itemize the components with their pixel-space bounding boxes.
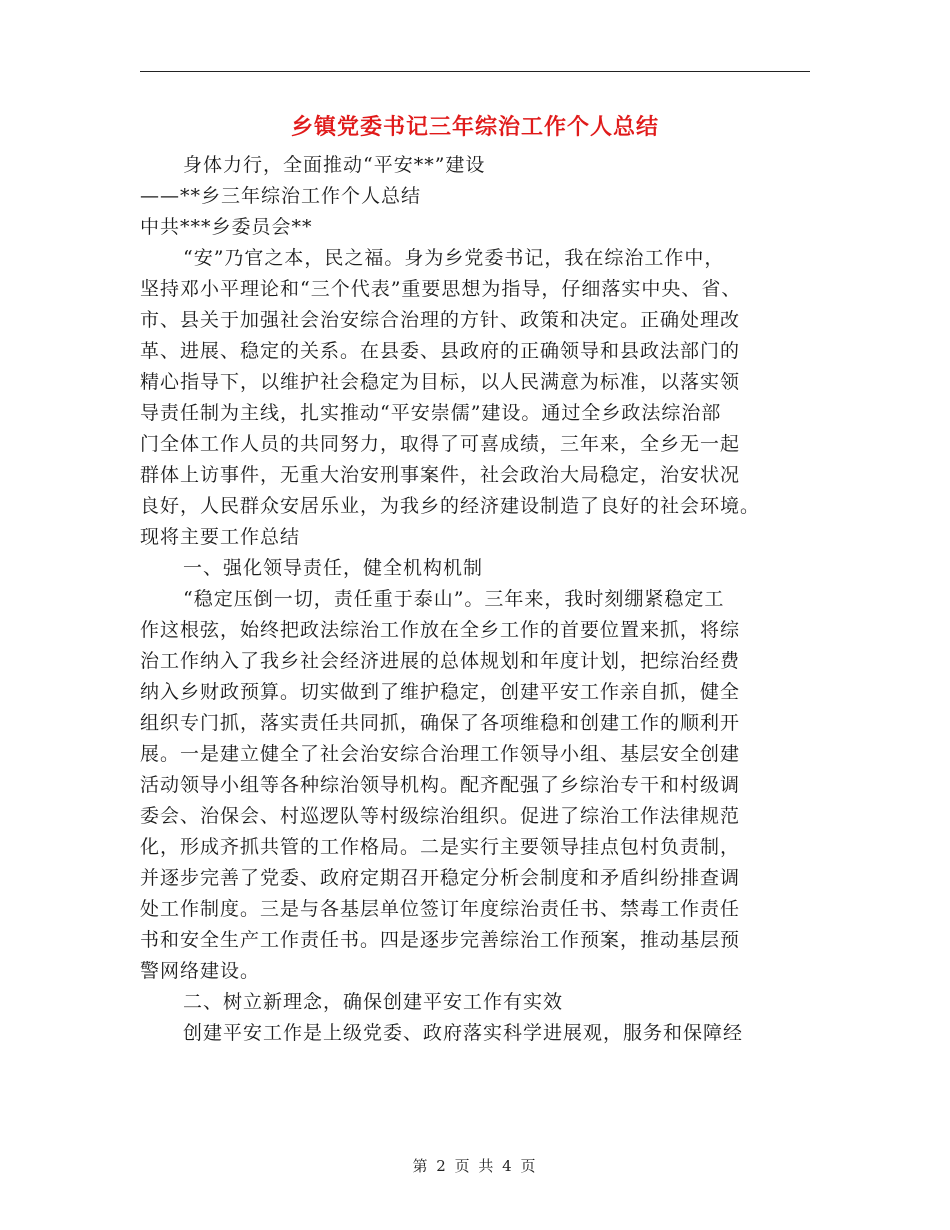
body-line: 化，形成齐抓共管的工作格局。二是实行主要领导挂点包村负责制， — [140, 836, 741, 858]
body-line: 警网络建设。 — [140, 960, 261, 982]
body-line: 革、进展、稳定的关系。在县委、县政府的正确领导和县政法部门的 — [140, 340, 741, 362]
body-line: 现将主要工作总结 — [140, 526, 301, 548]
body-line: 精心指导下，以维护社会稳定为目标，以人民满意为标准，以落实领 — [140, 371, 741, 393]
body-line: “稳定压倒一切，责任重于泰山”。三年来，我时刻绷紧稳定工 — [183, 588, 725, 610]
body-line: 身体力行，全面推动“平安**”建设 — [183, 154, 486, 176]
section-heading: 二、树立新理念，确保创建平安工作有实效 — [183, 991, 564, 1013]
body-line: 门全体工作人员的共同努力，取得了可喜成绩，三年来，全乡无一起 — [140, 433, 741, 455]
body-line: 组织专门抓，落实责任共同抓，确保了各项维稳和创建工作的顺利开 — [140, 712, 741, 734]
body-line: 治工作纳入了我乡社会经济进展的总体规划和年度计划，把综治经费 — [140, 650, 741, 672]
body-line: 委会、治保会、村巡逻队等村级综治组织。促进了综治工作法律规范 — [140, 805, 741, 827]
body-line: 中共***乡委员会** — [140, 216, 313, 238]
body-line: 活动领导小组等各种综治领导机构。配齐配强了乡综治专干和村级调 — [140, 774, 741, 796]
section-heading: 一、强化领导责任，健全机构机制 — [183, 557, 484, 579]
body-line: 良好，人民群众安居乐业，为我乡的经济建设制造了良好的社会环境。 — [140, 495, 761, 517]
body-line: “安”乃官之本，民之福。身为乡党委书记，我在综治工作中， — [183, 247, 725, 269]
document-body — [140, 150, 810, 1049]
body-line: 市、县关于加强社会治安综合治理的方针、政策和决定。正确处理改 — [140, 309, 741, 331]
document-title: 乡镇党委书记三年综治工作个人总结 — [290, 114, 659, 140]
body-line: 展。一是建立健全了社会治安综合治理工作领导小组、基层安全创建 — [140, 743, 741, 765]
body-line: ——**乡三年综治工作个人总结 — [140, 185, 422, 207]
body-line: 书和安全生产工作责任书。四是逐步完善综治工作预案，推动基层预 — [140, 929, 741, 951]
body-line: 作这根弦，始终把政法综治工作放在全乡工作的首要位置来抓，将综 — [140, 619, 741, 641]
header-rule — [140, 71, 810, 72]
body-line: 处工作制度。三是与各基层单位签订年度综治责任书、禁毒工作责任 — [140, 898, 741, 920]
body-line: 坚持邓小平理论和“三个代表”重要思想为指导，仔细落实中央、省、 — [140, 278, 742, 300]
body-line: 导责任制为主线，扎实推动“平安崇儒”建设。通过全乡政法综治部 — [140, 402, 722, 424]
body-line: 并逐步完善了党委、政府定期召开稳定分析会制度和矛盾纠纷排查调 — [140, 867, 741, 889]
body-line: 群体上访事件，无重大治安刑事案件，社会政治大局稳定，治安状况 — [140, 464, 741, 486]
body-line: 创建平安工作是上级党委、政府落实科学进展观，服务和保障经 — [183, 1022, 744, 1044]
page-footer: 第 2 页 共 4 页 — [412, 1157, 538, 1175]
body-line: 纳入乡财政预算。切实做到了维护稳定，创建平安工作亲自抓，健全 — [140, 681, 741, 703]
